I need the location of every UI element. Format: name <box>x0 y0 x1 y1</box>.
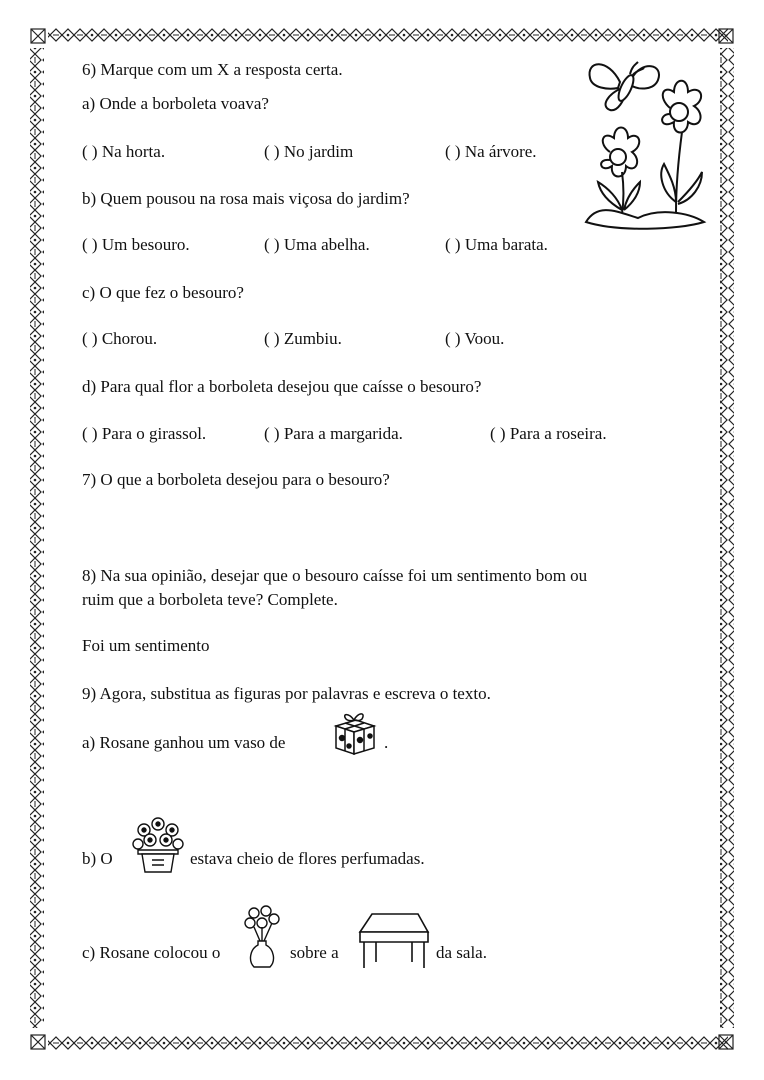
question-9c-text-middle: sobre a <box>290 943 339 962</box>
table-icon <box>356 910 432 972</box>
question-9c-text-after: da sala. <box>436 943 487 962</box>
question-6d: d) Para qual flor a borboleta desejou que caísse o besouro? <box>82 377 482 396</box>
question-9b-text-before: b) O <box>82 849 113 868</box>
question-6a-option-3[interactable]: ( ) Na árvore. <box>445 142 537 161</box>
question-6b-option-2[interactable]: ( ) Uma abelha. <box>264 235 370 254</box>
question-6c-option-3[interactable]: ( ) Voou. <box>445 329 505 348</box>
question-8-line-2: ruim que a borboleta teve? Complete. <box>82 590 338 609</box>
question-6a: a) Onde a borboleta voava? <box>82 94 269 113</box>
question-9a-text-before: a) Rosane ganhou um vaso de <box>82 733 286 752</box>
question-9-title: 9) Agora, substitua as figuras por palavras e escreva o texto. <box>82 684 491 703</box>
question-6c-option-2[interactable]: ( ) Zumbiu. <box>264 329 342 348</box>
question-6d-option-1[interactable]: ( ) Para o girassol. <box>82 424 207 443</box>
question-6b: b) Quem pousou na rosa mais viçosa do jardim? <box>82 189 410 208</box>
question-6a-option-1[interactable]: ( ) Na horta. <box>82 142 166 161</box>
question-6b-option-3[interactable]: ( ) Uma barata. <box>445 235 548 254</box>
flower-pot-icon <box>130 816 186 876</box>
question-9c-text-before: c) Rosane colocou o <box>82 943 221 962</box>
gift-box-icon <box>330 710 380 756</box>
flower-vase-icon <box>240 905 284 971</box>
question-6-title: 6) Marque com um X a resposta certa. <box>82 60 343 79</box>
question-6d-option-2[interactable]: ( ) Para a margarida. <box>264 424 403 443</box>
question-8-line-1: 8) Na sua opinião, desejar que o besouro caísse foi um sentimento bom ou <box>82 566 588 585</box>
question-6b-option-1[interactable]: ( ) Um besouro. <box>82 235 190 254</box>
question-6a-option-2[interactable]: ( ) No jardim <box>264 142 354 161</box>
question-7: 7) O que a borboleta desejou para o besouro? <box>82 470 390 489</box>
question-9a-text-after: . <box>384 733 389 752</box>
question-6c: c) O que fez o besouro? <box>82 283 244 302</box>
question-6c-option-1[interactable]: ( ) Chorou. <box>82 329 158 348</box>
question-9b-text-after: estava cheio de flores perfumadas. <box>190 849 425 868</box>
question-6d-option-3[interactable]: ( ) Para a roseira. <box>490 424 607 443</box>
question-8-prompt: Foi um sentimento <box>82 636 210 655</box>
butterfly-flowers-illustration <box>578 52 708 232</box>
